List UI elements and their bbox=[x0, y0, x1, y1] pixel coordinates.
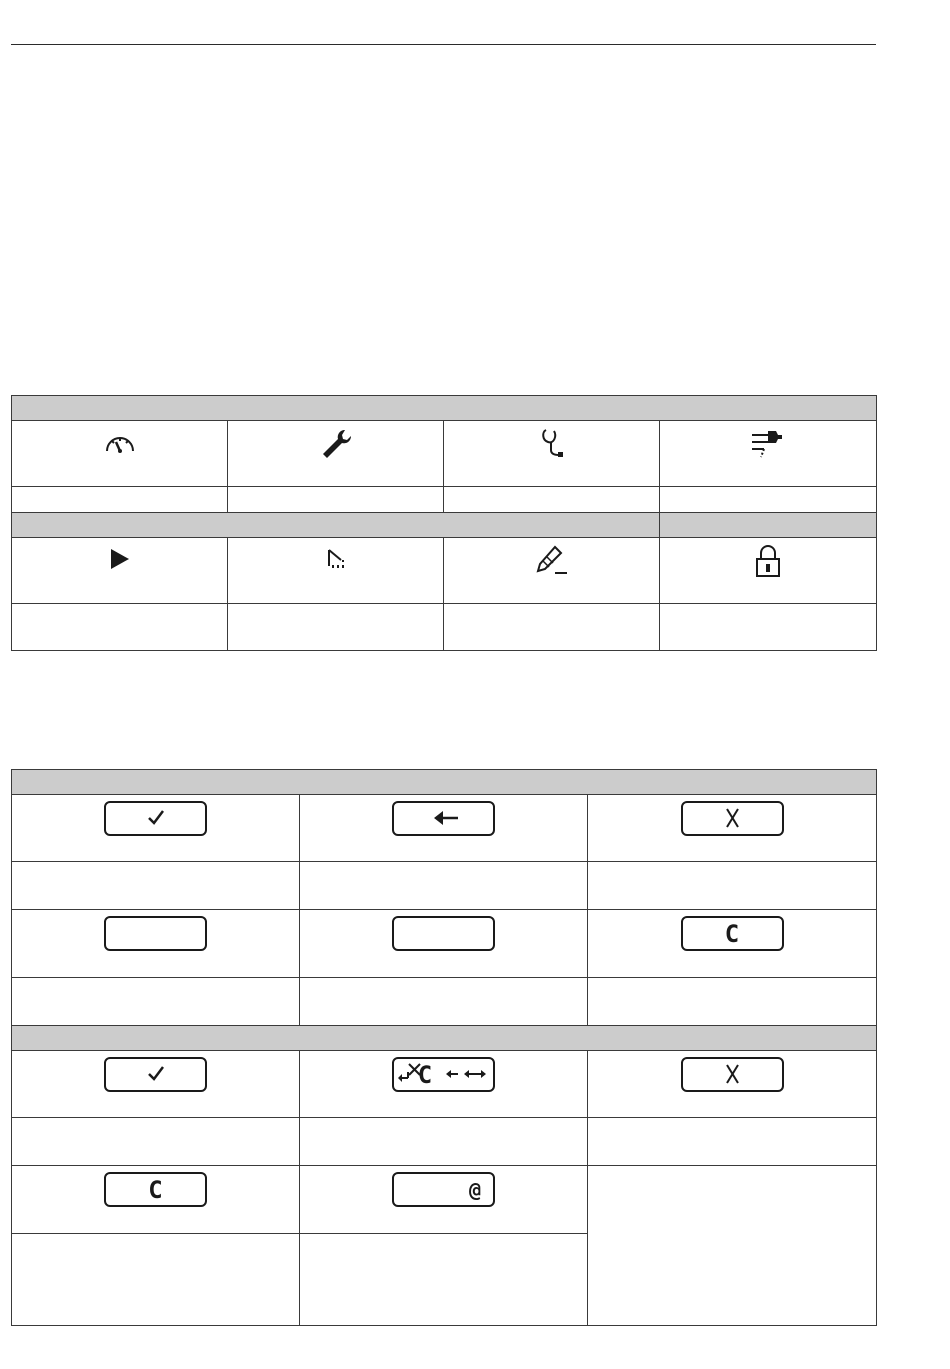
key-cell-confirm bbox=[12, 795, 300, 862]
dotted-ramp-icon bbox=[321, 544, 351, 579]
key-label-1 bbox=[12, 862, 300, 910]
stethoscope-icon bbox=[535, 427, 569, 466]
confirm-key bbox=[104, 801, 207, 836]
arrow-left-icon bbox=[394, 803, 492, 833]
key-label-9 bbox=[588, 1118, 877, 1166]
at-key-icon bbox=[392, 1172, 495, 1207]
symbol-label-2 bbox=[228, 487, 444, 513]
key-cell-cancel bbox=[588, 795, 877, 862]
keys-section-2-header bbox=[12, 1026, 877, 1051]
key-label-4 bbox=[12, 978, 300, 1026]
symbol-cell-plug bbox=[660, 421, 877, 487]
symbols-table bbox=[11, 395, 877, 651]
key-cell-at bbox=[300, 1166, 588, 1234]
x-cancel-icon bbox=[683, 1059, 781, 1089]
key-cell-confirm-2 bbox=[12, 1051, 300, 1118]
symbol-label-7 bbox=[444, 604, 660, 651]
c-key-label-2: C bbox=[148, 1176, 163, 1204]
symbol-cell-padlock bbox=[660, 538, 877, 604]
speedometer-icon bbox=[103, 427, 137, 462]
c-key-icon bbox=[104, 1172, 207, 1207]
blank-key bbox=[104, 916, 207, 951]
key-label-11 bbox=[300, 1234, 588, 1326]
key-label-6 bbox=[588, 978, 877, 1026]
key-label-2 bbox=[300, 862, 588, 910]
blank-key bbox=[392, 916, 495, 951]
key-label-10 bbox=[12, 1234, 300, 1326]
symbol-label-5 bbox=[12, 604, 228, 651]
key-label-3 bbox=[588, 862, 877, 910]
symbols-header-bar-2b bbox=[660, 513, 877, 538]
c-key-label: C bbox=[724, 920, 740, 948]
key-cell-blank-1 bbox=[12, 910, 300, 978]
cancel-key bbox=[681, 801, 784, 836]
symbols-header-bar bbox=[12, 396, 877, 421]
play-icon bbox=[105, 544, 135, 579]
key-cell-empty bbox=[588, 1166, 877, 1326]
edit-mode-c-label: C bbox=[417, 1061, 433, 1089]
header-rule bbox=[11, 44, 876, 45]
symbol-label-6 bbox=[228, 604, 444, 651]
symbol-cell-play bbox=[12, 538, 228, 604]
symbols-header-bar-2a bbox=[12, 513, 660, 538]
symbol-label-3 bbox=[444, 487, 660, 513]
cancel-key bbox=[681, 1057, 784, 1092]
back-key bbox=[392, 801, 495, 836]
key-cell-clear-2 bbox=[12, 1166, 300, 1234]
confirm-key bbox=[104, 1057, 207, 1092]
key-cell-back bbox=[300, 795, 588, 862]
x-cancel-icon bbox=[683, 803, 781, 833]
keys-section-1-header bbox=[12, 770, 877, 795]
edit-mode-key bbox=[392, 1057, 495, 1092]
symbol-label-1 bbox=[12, 487, 228, 513]
at-key-label: @ bbox=[468, 1178, 481, 1202]
symbol-cell-stethoscope bbox=[444, 421, 660, 487]
key-label-8 bbox=[300, 1118, 588, 1166]
checkmark-icon bbox=[106, 1059, 204, 1089]
keys-table bbox=[11, 769, 877, 1326]
key-cell-blank-2 bbox=[300, 910, 588, 978]
symbol-cell-dotted-ramp bbox=[228, 538, 444, 604]
symbol-cell-pencil bbox=[444, 538, 660, 604]
symbol-label-8 bbox=[660, 604, 877, 651]
padlock-icon bbox=[751, 544, 785, 585]
symbol-label-4 bbox=[660, 487, 877, 513]
pencil-edit-icon bbox=[533, 544, 571, 583]
key-cell-cancel-2 bbox=[588, 1051, 877, 1118]
wrench-icon bbox=[319, 427, 353, 466]
checkmark-icon bbox=[106, 803, 204, 833]
symbol-cell-speedometer bbox=[12, 421, 228, 487]
key-label-7 bbox=[12, 1118, 300, 1166]
symbol-cell-wrench bbox=[228, 421, 444, 487]
c-key-icon bbox=[681, 916, 784, 951]
key-cell-clear bbox=[588, 910, 877, 978]
plug-expert-icon bbox=[748, 427, 788, 468]
key-label-5 bbox=[300, 978, 588, 1026]
key-cell-edit-mode bbox=[300, 1051, 588, 1118]
